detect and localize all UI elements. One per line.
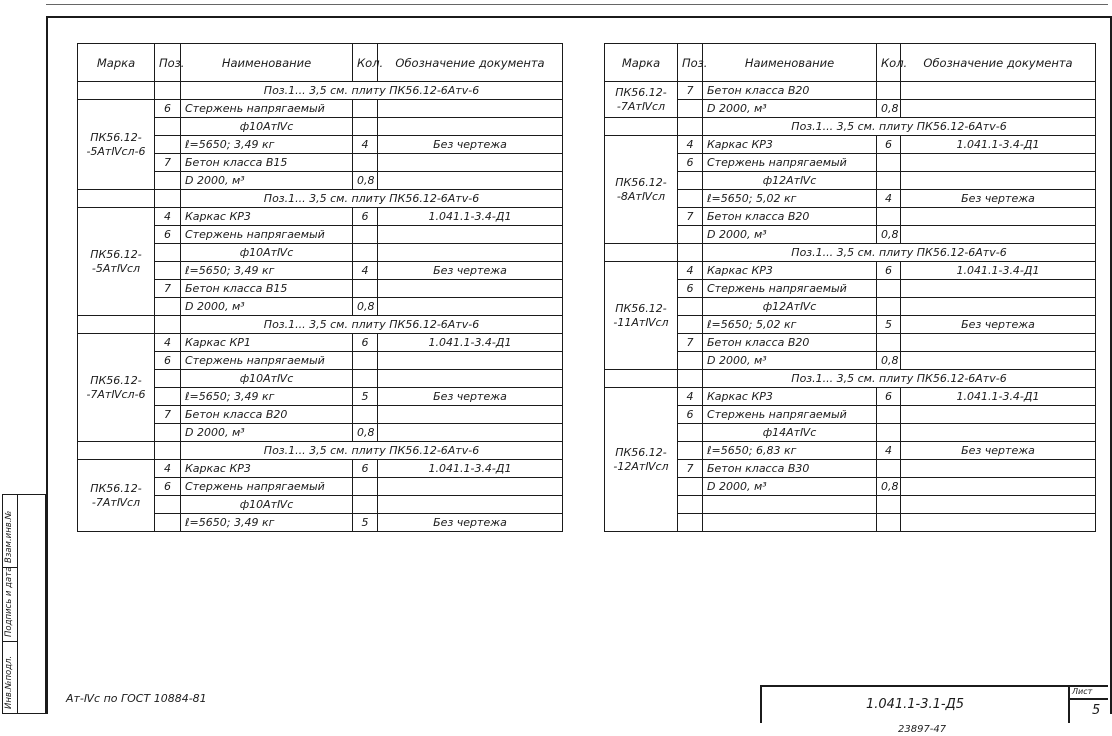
document-code: 1.041.1-3.1-Д5 (865, 697, 965, 712)
name-cell: ℓ=5650; 5,02 кг (703, 190, 877, 208)
pos-cell (155, 424, 181, 442)
name-cell: Стержень напрягаемый (703, 406, 877, 424)
pos-cell (678, 118, 703, 136)
table-row (605, 154, 1096, 172)
left-spec-table (77, 43, 563, 532)
name-cell: ф10АтⅣс (181, 496, 353, 514)
marka-cell (605, 370, 678, 388)
name-cell: ф14АтⅣс (703, 424, 877, 442)
kol-cell: 0,8 (877, 352, 901, 370)
doc-cell: 1.041.1-3.4-Д1 (378, 460, 563, 478)
table-row (605, 370, 1096, 388)
table-row (605, 352, 1096, 370)
pos-cell: 4 (678, 262, 703, 280)
kol-cell (877, 334, 901, 352)
table-row (605, 442, 1096, 460)
doc-cell: 1.041.1-3.4-Д1 (901, 136, 1096, 154)
pos-cell (155, 190, 181, 208)
table-row (78, 82, 563, 100)
pos-cell: 6 (678, 280, 703, 298)
kol-cell: 6 (353, 460, 378, 478)
doc-cell (901, 226, 1096, 244)
name-cell: D 2000, м³ (703, 226, 877, 244)
marka-cell: ПК56.12- -12АтⅣсл (605, 388, 678, 532)
kol-cell (353, 370, 378, 388)
table-row (605, 478, 1096, 496)
side-label-replace: Взам.инв.№ (4, 510, 14, 563)
marka-cell: ПК56.12- -7АтⅣсл (78, 460, 155, 532)
name-cell: Бетон класса В15 (181, 280, 353, 298)
doc-cell (901, 154, 1096, 172)
doc-cell (378, 352, 563, 370)
kol-cell: 6 (877, 136, 901, 154)
table-row (78, 442, 563, 460)
kol-cell: 5 (353, 514, 378, 532)
pos-cell: 4 (678, 136, 703, 154)
doc-cell: Без чертежа (378, 262, 563, 280)
name-cell: Стержень напрягаемый (703, 154, 877, 172)
name-cell (703, 496, 877, 514)
kol-cell: 5 (877, 316, 901, 334)
marka-cell (78, 442, 155, 460)
kol-cell (877, 424, 901, 442)
kol-cell: 4 (877, 442, 901, 460)
side-stamp-block (2, 494, 46, 714)
table-row (78, 460, 563, 478)
doc-cell (901, 478, 1096, 496)
doc-cell: 1.041.1-3.4-Д1 (901, 388, 1096, 406)
doc-cell: Без чертежа (901, 442, 1096, 460)
sheet-divider (1070, 698, 1108, 700)
pos-cell (678, 100, 703, 118)
doc-cell: 1.041.1-3.4-Д1 (901, 262, 1096, 280)
doc-cell (901, 496, 1096, 514)
section-reference: Поз.1... 3,5 см. плиту ПК56.12-6Атⅴ-6 (703, 370, 1096, 388)
pos-cell (678, 298, 703, 316)
pos-cell: 4 (678, 388, 703, 406)
pos-cell (155, 298, 181, 316)
table-row (605, 208, 1096, 226)
name-cell: Стержень напрягаемый (181, 478, 353, 496)
doc-cell (901, 208, 1096, 226)
kol-cell (877, 514, 901, 532)
name-cell: Стержень напрягаемый (703, 280, 877, 298)
pos-cell (678, 226, 703, 244)
name-cell: D 2000, м³ (703, 100, 877, 118)
table-row (605, 496, 1096, 514)
marka-cell: ПК56.12- -5АтⅣсл-6 (78, 100, 155, 190)
section-reference: Поз.1... 3,5 см. плиту ПК56.12-6Атⅴ-6 (703, 118, 1096, 136)
pos-cell: 7 (678, 82, 703, 100)
kol-cell (353, 244, 378, 262)
doc-cell (901, 100, 1096, 118)
stamp-separator (1068, 687, 1070, 723)
kol-cell (877, 154, 901, 172)
pos-cell: 7 (155, 406, 181, 424)
table-row (78, 100, 563, 118)
kol-cell: 0,8 (353, 298, 378, 316)
kol-cell (877, 280, 901, 298)
pos-cell (678, 352, 703, 370)
marka-cell: ПК56.12- -5АтⅣсл (78, 208, 155, 316)
table-row (605, 514, 1096, 532)
doc-cell (901, 424, 1096, 442)
pos-cell: 7 (678, 334, 703, 352)
name-cell: ф10АтⅣс (181, 370, 353, 388)
doc-cell (901, 82, 1096, 100)
table-row (605, 334, 1096, 352)
table-row (605, 316, 1096, 334)
name-cell: D 2000, м³ (181, 298, 353, 316)
doc-cell (901, 352, 1096, 370)
table-row (605, 262, 1096, 280)
doc-cell: Без чертежа (378, 514, 563, 532)
name-cell: Каркас КР3 (703, 388, 877, 406)
kol-cell: 0,8 (353, 424, 378, 442)
name-cell: Бетон класса В20 (703, 334, 877, 352)
kol-cell: 0,8 (877, 226, 901, 244)
section-reference: Поз.1... 3,5 см. плиту ПК56.12-6Атⅴ-6 (181, 442, 563, 460)
header-doc: Обозначение документа (378, 44, 563, 82)
name-cell: D 2000, м³ (181, 172, 353, 190)
kol-cell (877, 82, 901, 100)
pos-cell (155, 316, 181, 334)
table-row (605, 388, 1096, 406)
table-row (78, 190, 563, 208)
marka-cell (78, 190, 155, 208)
doc-cell (378, 226, 563, 244)
name-cell: ℓ=5650; 3,49 кг (181, 388, 353, 406)
name-cell: D 2000, м³ (703, 352, 877, 370)
name-cell: Каркас КР3 (181, 208, 353, 226)
name-cell: Каркас КР3 (181, 460, 353, 478)
doc-cell: Без чертежа (901, 190, 1096, 208)
header-marka: Марка (605, 44, 678, 82)
pos-cell: 7 (155, 154, 181, 172)
name-cell: Бетон класса В20 (181, 406, 353, 424)
doc-cell (378, 496, 563, 514)
pos-cell (678, 190, 703, 208)
kol-cell: 4 (353, 136, 378, 154)
table-row (605, 226, 1096, 244)
header-kol: Кол. (877, 44, 901, 82)
pos-cell (155, 514, 181, 532)
table-row (605, 424, 1096, 442)
name-cell: ℓ=5650; 3,49 кг (181, 136, 353, 154)
kol-cell (353, 118, 378, 136)
doc-cell (378, 406, 563, 424)
name-cell: ℓ=5650; 5,02 кг (703, 316, 877, 334)
section-reference: Поз.1... 3,5 см. плиту ПК56.12-6Атⅴ-6 (181, 316, 563, 334)
section-reference: Поз.1... 3,5 см. плиту ПК56.12-6Атⅴ-6 (181, 190, 563, 208)
marka-cell: ПК56.12- -7АтⅣсл (605, 82, 678, 118)
table-row (605, 172, 1096, 190)
marka-cell (78, 316, 155, 334)
pos-cell (155, 172, 181, 190)
doc-cell (378, 118, 563, 136)
table-row (605, 190, 1096, 208)
table-row (78, 334, 563, 352)
kol-cell (877, 298, 901, 316)
archive-number: 23897-47 (898, 724, 947, 735)
kol-cell (353, 352, 378, 370)
pos-cell: 4 (155, 208, 181, 226)
doc-cell (901, 298, 1096, 316)
pos-cell: 7 (678, 208, 703, 226)
pos-cell (155, 262, 181, 280)
name-cell: Бетон класса В15 (181, 154, 353, 172)
kol-cell: 5 (353, 388, 378, 406)
name-cell: ф10АтⅣс (181, 244, 353, 262)
pos-cell (678, 316, 703, 334)
marka-cell: ПК56.12- -8АтⅣсл (605, 136, 678, 244)
section-reference: Поз.1... 3,5 см. плиту ПК56.12-6Атⅴ-6 (703, 244, 1096, 262)
doc-cell: 1.041.1-3.4-Д1 (378, 334, 563, 352)
doc-cell (901, 514, 1096, 532)
doc-cell (378, 172, 563, 190)
doc-cell (378, 298, 563, 316)
top-border-line (46, 4, 1108, 5)
name-cell: ℓ=5650; 3,49 кг (181, 262, 353, 280)
name-cell: ф12АтⅣс (703, 298, 877, 316)
pos-cell (678, 172, 703, 190)
left-header-row (78, 44, 563, 82)
right-spec-table (604, 43, 1096, 532)
pos-cell: 4 (155, 334, 181, 352)
kol-cell: 6 (353, 208, 378, 226)
header-pos: Поз. (155, 44, 181, 82)
table-row (605, 244, 1096, 262)
doc-cell (901, 280, 1096, 298)
kol-cell (353, 478, 378, 496)
header-pos: Поз. (678, 44, 703, 82)
doc-cell (378, 424, 563, 442)
marka-cell (78, 82, 155, 100)
pos-cell (678, 442, 703, 460)
title-stamp (760, 685, 1108, 723)
section-reference: Поз.1... 3,5 см. плиту ПК56.12-6Атⅴ-6 (181, 82, 563, 100)
name-cell: ℓ=5650; 3,49 кг (181, 514, 353, 532)
kol-cell: 0,8 (877, 478, 901, 496)
table-row (605, 298, 1096, 316)
right-header-row (605, 44, 1096, 82)
table-row (605, 460, 1096, 478)
name-cell: Каркас КР3 (703, 136, 877, 154)
kol-cell (353, 406, 378, 424)
side-label-inv: Инв.№подл. (4, 655, 14, 709)
marka-cell (605, 118, 678, 136)
name-cell: D 2000, м³ (703, 478, 877, 496)
name-cell: Бетон класса В20 (703, 82, 877, 100)
pos-cell: 7 (678, 460, 703, 478)
pos-cell (678, 424, 703, 442)
pos-cell (678, 496, 703, 514)
kol-cell: 6 (877, 262, 901, 280)
pos-cell (155, 244, 181, 262)
pos-cell (155, 388, 181, 406)
name-cell: Стержень напрягаемый (181, 352, 353, 370)
name-cell: Каркас КР1 (181, 334, 353, 352)
doc-cell (378, 154, 563, 172)
doc-cell: Без чертежа (901, 316, 1096, 334)
name-cell: ф12АтⅣс (703, 172, 877, 190)
name-cell (703, 514, 877, 532)
doc-cell (901, 172, 1096, 190)
table-row (605, 136, 1096, 154)
kol-cell: 6 (353, 334, 378, 352)
kol-cell (877, 406, 901, 424)
kol-cell (353, 280, 378, 298)
doc-cell (378, 370, 563, 388)
table-row (605, 82, 1096, 100)
doc-cell (901, 406, 1096, 424)
marka-cell: ПК56.12- -11АтⅣсл (605, 262, 678, 370)
pos-cell (678, 478, 703, 496)
table-row (605, 118, 1096, 136)
pos-cell: 6 (678, 154, 703, 172)
name-cell: Стержень напрягаемый (181, 226, 353, 244)
name-cell: ℓ=5650; 6,83 кг (703, 442, 877, 460)
kol-cell (353, 496, 378, 514)
kol-cell (353, 154, 378, 172)
header-name: Наименование (181, 44, 353, 82)
doc-cell: Без чертежа (378, 388, 563, 406)
pos-cell: 6 (155, 352, 181, 370)
pos-cell: 6 (155, 478, 181, 496)
pos-cell (678, 244, 703, 262)
doc-cell (378, 244, 563, 262)
doc-cell (901, 334, 1096, 352)
pos-cell: 4 (155, 460, 181, 478)
kol-cell: 0,8 (353, 172, 378, 190)
footnote-steel-standard: Ат-Ⅳс по ГОСТ 10884-81 (66, 692, 207, 705)
table-row (605, 280, 1096, 298)
table-row (78, 208, 563, 226)
table-row (605, 406, 1096, 424)
pos-cell: 6 (155, 100, 181, 118)
sheet-label: Лист (1072, 687, 1093, 696)
name-cell: Бетон класса В20 (703, 208, 877, 226)
kol-cell: 4 (877, 190, 901, 208)
doc-cell (378, 280, 563, 298)
kol-cell (877, 172, 901, 190)
doc-cell: Без чертежа (378, 136, 563, 154)
name-cell: Стержень напрягаемый (181, 100, 353, 118)
kol-cell (353, 100, 378, 118)
kol-cell: 0,8 (877, 100, 901, 118)
table-row (78, 316, 563, 334)
pos-cell (155, 370, 181, 388)
pos-cell (155, 82, 181, 100)
pos-cell (678, 370, 703, 388)
side-label-sign: Подпись и дата (4, 566, 14, 637)
name-cell: Бетон класса В30 (703, 460, 877, 478)
pos-cell (678, 514, 703, 532)
pos-cell (155, 442, 181, 460)
doc-cell (901, 460, 1096, 478)
marka-cell (605, 244, 678, 262)
doc-cell: 1.041.1-3.4-Д1 (378, 208, 563, 226)
kol-cell (877, 460, 901, 478)
kol-cell: 4 (353, 262, 378, 280)
header-doc: Обозначение документа (901, 44, 1096, 82)
name-cell: ф10АтⅣс (181, 118, 353, 136)
pos-cell: 6 (678, 406, 703, 424)
name-cell: Каркас КР3 (703, 262, 877, 280)
pos-cell: 6 (155, 226, 181, 244)
name-cell: D 2000, м³ (181, 424, 353, 442)
header-kol: Кол. (353, 44, 378, 82)
header-marka: Марка (78, 44, 155, 82)
kol-cell (877, 496, 901, 514)
kol-cell (877, 208, 901, 226)
pos-cell (155, 136, 181, 154)
pos-cell: 7 (155, 280, 181, 298)
doc-cell (378, 478, 563, 496)
kol-cell: 6 (877, 388, 901, 406)
pos-cell (155, 118, 181, 136)
table-row (605, 100, 1096, 118)
doc-cell (378, 100, 563, 118)
kol-cell (353, 226, 378, 244)
sheet-number: 5 (1092, 703, 1101, 718)
header-name: Наименование (703, 44, 877, 82)
pos-cell (155, 496, 181, 514)
marka-cell: ПК56.12- -7АтⅣсл-6 (78, 334, 155, 442)
